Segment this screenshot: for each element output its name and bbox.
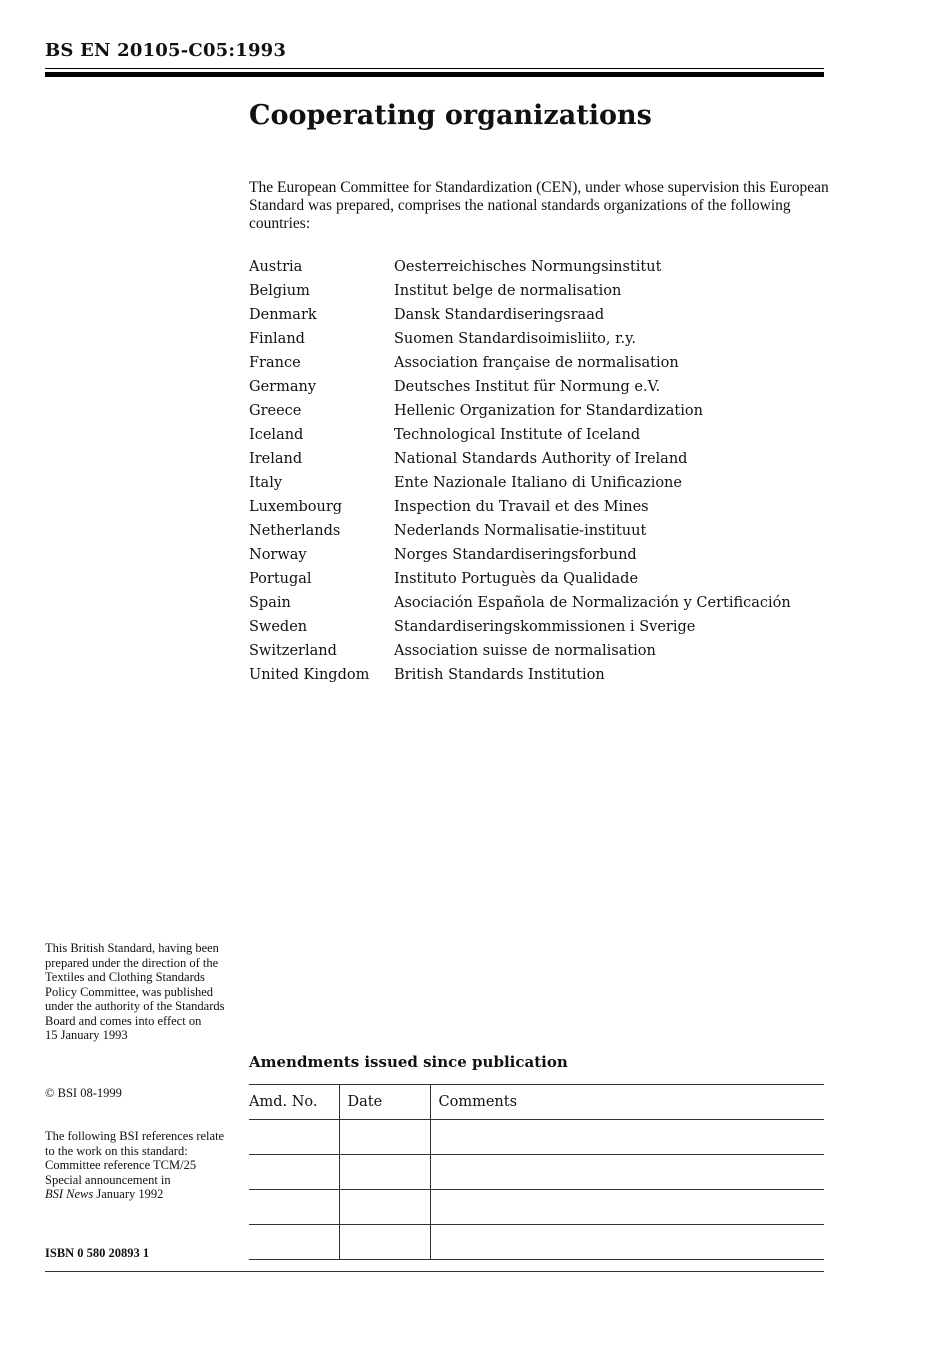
organization-name: Dansk Standardiseringsraad: [394, 307, 605, 323]
organization-name: National Standards Authority of Ireland: [394, 451, 688, 467]
organization-row: [249, 303, 824, 327]
organization-name: Nederlands Normalisatie-instituut: [394, 523, 647, 539]
table-cell: [249, 1155, 339, 1190]
organization-name: Technological Institute of Iceland: [394, 427, 641, 443]
organization-row: [249, 519, 824, 543]
copyright-text: © BSI 08-1999: [45, 1086, 122, 1100]
amendments-header-row: [249, 1085, 824, 1120]
committee-reference: Committee reference TCM/25: [45, 1158, 197, 1172]
page-title: Cooperating organizations: [249, 100, 652, 131]
announcement-prefix: Special announcement in: [45, 1172, 171, 1187]
organization-name: Standardiseringskommissionen i Sverige: [394, 619, 696, 635]
organization-row: [249, 615, 824, 639]
organization-country: Italy: [249, 475, 283, 491]
isbn: ISBN 0 580 20893 1: [45, 1246, 150, 1260]
table-cell: [339, 1225, 430, 1260]
organization-row: [249, 495, 824, 519]
table-cell: [249, 1190, 339, 1225]
organization-row: [249, 639, 824, 663]
organization-country: Ireland: [249, 451, 303, 467]
organization-name: Asociación Española de Normalización y Certificación: [394, 595, 791, 611]
organization-row: [249, 663, 824, 687]
table-cell: [430, 1155, 824, 1190]
organization-country: France: [249, 355, 301, 371]
organization-name: Oesterreichisches Normungsinstitut: [394, 259, 662, 275]
table-cell: [430, 1190, 824, 1225]
references-intro: The following BSI references relate to the work on this standard:: [45, 1129, 225, 1158]
table-cell: [339, 1120, 430, 1155]
organization-name: Association suisse de normalisation: [394, 643, 656, 659]
organization-country: Norway: [249, 547, 307, 563]
organization-name: British Standards Institution: [394, 667, 605, 683]
footer-rule: [45, 1271, 824, 1272]
table-cell: [249, 1120, 339, 1155]
column-header-amd-no: Amd. No.: [249, 1085, 339, 1120]
organization-country: United Kingdom: [249, 667, 370, 683]
effective-date: 15 January 1993: [45, 1028, 128, 1042]
organization-name: Ente Nazionale Italiano di Unificazione: [394, 475, 682, 491]
organization-country: Switzerland: [249, 643, 337, 659]
table-row: [249, 1120, 824, 1155]
organization-name: Hellenic Organization for Standardization: [394, 403, 703, 419]
organization-country: Spain: [249, 595, 291, 611]
standard-id: BS EN 20105-C05:1993: [45, 40, 287, 61]
organization-row: [249, 279, 824, 303]
organization-name: Association française de normalisation: [394, 355, 679, 371]
organization-country: Iceland: [249, 427, 304, 443]
organization-row: [249, 327, 824, 351]
organization-country: Greece: [249, 403, 302, 419]
intro-paragraph: The European Committee for Standardization (CEN), under whose supervision this European Standard was prepared, comprises the national standards organizations of the following countries:: [249, 179, 829, 232]
organization-row: [249, 399, 824, 423]
organization-name: Instituto Portuguès da Qualidade: [394, 571, 639, 587]
organization-name: Inspection du Travail et des Mines: [394, 499, 649, 515]
special-announcement: [45, 1173, 230, 1202]
announcement-publication: BSI News: [45, 1187, 94, 1201]
organization-name: Institut belge de normalisation: [394, 283, 622, 299]
table-row: [249, 1190, 824, 1225]
table-row: [249, 1155, 824, 1190]
organization-row: [249, 351, 824, 375]
organization-country: Belgium: [249, 283, 310, 299]
bsi-references: [45, 1129, 230, 1202]
organization-country: Portugal: [249, 571, 312, 587]
table-cell: [430, 1120, 824, 1155]
organization-row: [249, 447, 824, 471]
organization-country: Germany: [249, 379, 317, 395]
header-rule-thick: [45, 72, 824, 77]
amendments-title: Amendments issued since publication: [249, 1053, 568, 1071]
table-cell: [339, 1155, 430, 1190]
organization-name: Norges Standardiseringsforbund: [394, 547, 637, 563]
column-header-comments: Comments: [430, 1085, 824, 1120]
organization-country: Austria: [249, 259, 303, 275]
column-header-date: Date: [339, 1085, 430, 1120]
header-rule-thin: [45, 68, 824, 69]
table-row: [249, 1225, 824, 1260]
organization-country: Finland: [249, 331, 305, 347]
organization-country: Denmark: [249, 307, 317, 323]
table-cell: [430, 1225, 824, 1260]
organization-name: Deutsches Institut für Normung e.V.: [394, 379, 661, 395]
announcement-date: January 1992: [96, 1187, 164, 1201]
publication-note-text: This British Standard, having been prepared under the direction of the Textiles and Clothing Standards Policy Committee, was published under the authority of the Standards Board and comes into effect on: [45, 941, 225, 1028]
organization-name: Suomen Standardisoimisliito, r.y.: [394, 331, 636, 347]
organization-row: [249, 423, 824, 447]
table-cell: [249, 1225, 339, 1260]
organization-country: Netherlands: [249, 523, 341, 539]
organization-row: [249, 567, 824, 591]
table-cell: [339, 1190, 430, 1225]
organization-row: [249, 471, 824, 495]
publication-note: [45, 941, 230, 1043]
organization-country: Sweden: [249, 619, 308, 635]
organizations-list: [249, 255, 824, 687]
organization-row: [249, 591, 824, 615]
amendments-table: [249, 1084, 824, 1260]
organization-row: [249, 543, 824, 567]
organization-country: Luxembourg: [249, 499, 343, 515]
organization-row: [249, 255, 824, 279]
copyright-note: [45, 1086, 230, 1101]
organization-row: [249, 375, 824, 399]
